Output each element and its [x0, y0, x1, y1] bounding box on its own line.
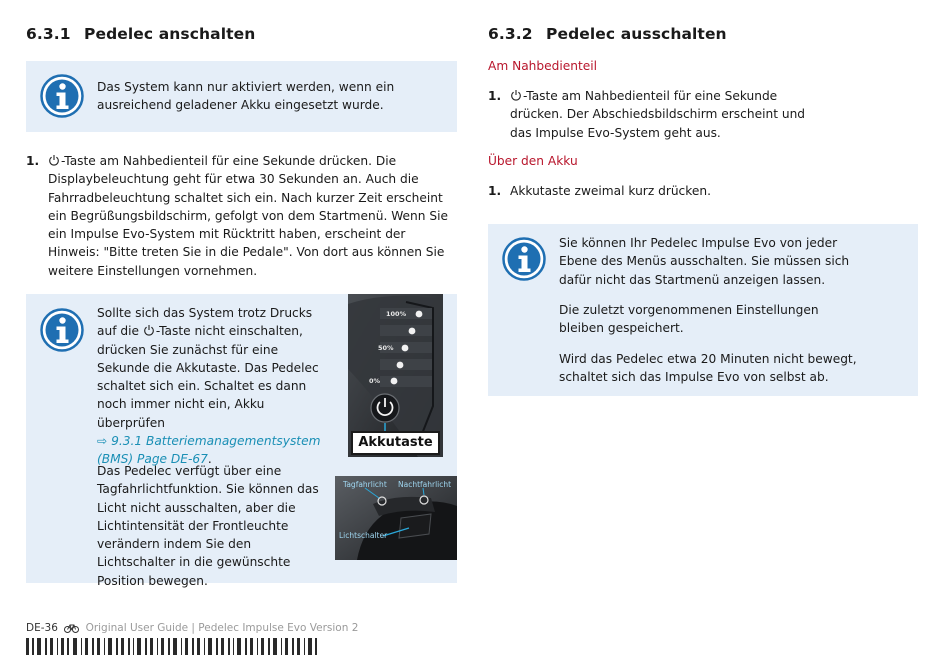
subheading-akku: Über den Akku — [488, 154, 578, 168]
step-text-wrap — [510, 87, 820, 142]
barcode-decoration — [26, 632, 318, 655]
heading-6-3-2 — [488, 25, 727, 43]
info-box-ausschalten — [488, 224, 918, 396]
tagfahrlicht-label: Tagfahrlicht — [343, 480, 387, 489]
info-box-hinweise — [26, 294, 457, 588]
info-text-akku — [97, 304, 325, 469]
step-text: -Taste am Nahbedienteil für eine Sekunde drücken. Der Abschiedsbildschirm erscheint und das Impulse Evo-System geht aus. — [510, 89, 806, 140]
info-box-akku — [26, 61, 457, 132]
power-icon — [143, 324, 155, 336]
info-icon — [40, 308, 84, 352]
step-text-wrap — [48, 152, 448, 280]
info-text-part: -Taste nicht einschalten, drücken Sie zunächst für eine Sekunde die Akkutaste. Das Pedelec schaltet sich ein. Schaltet es dann noch immer nicht ein, Akku überprüfen — [97, 324, 319, 430]
footer-text: Original User Guide | Pedelec Impulse Evo Version 2 — [85, 622, 359, 634]
battery-level-50: 50% — [378, 344, 394, 352]
info-text-licht: Das Pedelec verfügt über eine Tagfahrlichtfunktion. Sie können das Licht nicht ausschalten, aber die Lichtintensität der Frontleuchte verändern indem Sie den Lichtschalter in die gewünschte Position bewegen. — [97, 464, 319, 588]
heading-number: 6.3.1 — [26, 25, 71, 43]
nachtfahrlicht-label: Nachtfahrlicht — [398, 480, 452, 489]
info-icon — [502, 237, 546, 281]
battery-level-100: 100% — [386, 310, 407, 318]
step-text: Akkutaste zweimal kurz drücken. — [510, 184, 711, 198]
step-number: 1. — [26, 154, 40, 168]
heading-title: Pedelec ausschalten — [546, 25, 727, 43]
power-icon — [48, 154, 60, 166]
bms-link[interactable]: ⇨ 9.3.1 Batteriemanagementsystem (BMS) Page DE-67 — [97, 434, 321, 467]
heading-number: 6.3.2 — [488, 25, 533, 43]
step-number: 1. — [488, 89, 502, 103]
info-text-gespeichert: Die zuletzt vorgenommenen Einstellungen bleiben gespeichert. — [559, 303, 819, 336]
info-text: Das System kann nur aktiviert werden, wenn ein ausreichend geladener Akku eingesetzt wurde. — [97, 80, 395, 113]
power-icon — [510, 89, 522, 101]
heading-6-3-1 — [26, 25, 255, 43]
subheading-nahbedienteil: Am Nahbedienteil — [488, 59, 598, 73]
lichtschalter-label: Lichtschalter — [339, 531, 388, 540]
battery-figure — [348, 294, 443, 457]
info-text-autoabschaltung: Wird das Pedelec etwa 20 Minuten nicht bewegt, schaltet sich das Impulse Evo von selbst ab. — [559, 352, 857, 385]
akkutaste-label: Akkutaste — [351, 431, 440, 455]
battery-level-0: 0% — [369, 377, 381, 385]
step-text: -Taste am Nahbedienteil für eine Sekunde drücken. Die Displaybeleuchtung geht für etwa 30 Sekunden an. Auch die Fahrradbeleuchtung schaltet sich ein. Nach kurzer Zeit erscheint ein Begrüßungsbildschirm, gefolgt von dem Startmenü. Wenn Sie ein Impulse Evo-System mit Rücktritt haben, erscheint der Hinweis: "Bitte treten Sie in die Pedale". Von dort aus können Sie weitere Einstellungen vornehmen. — [48, 154, 448, 278]
heading-title: Pedelec anschalten — [84, 25, 256, 43]
info-text-ebene: Sie können Ihr Pedelec Impulse Evo von jeder Ebene des Menüs ausschalten. Sie müssen sich dafür nicht das Startmenü anzeigen lassen. — [559, 236, 850, 287]
info-text-end: . — [207, 452, 212, 467]
step-number: 1. — [488, 184, 502, 198]
light-switch-figure — [335, 476, 457, 560]
info-text-part: Sollte sich das System trotz Drucks auf die — [97, 306, 313, 339]
info-icon — [40, 74, 84, 118]
page-number: DE-36 — [26, 622, 58, 634]
